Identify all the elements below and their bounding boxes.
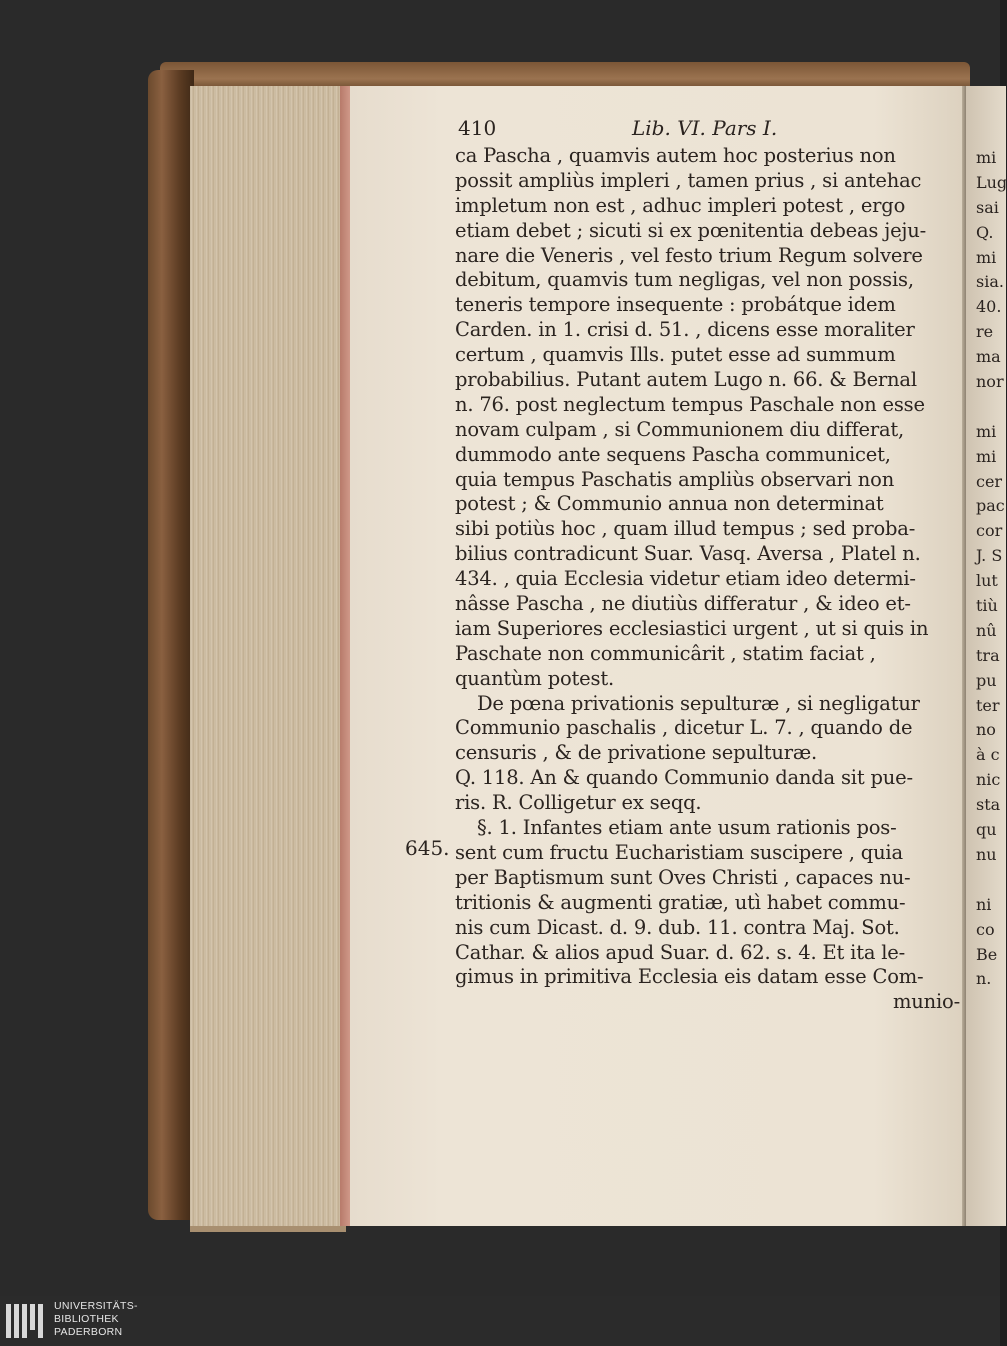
text-line: novam culpam , si Communionem diu differat,: [455, 417, 905, 441]
right-text-fragment: sia.: [976, 272, 1004, 292]
right-text-fragment: ma: [976, 347, 1001, 367]
text-line: bilius contradicunt Suar. Vasq. Aversa , Platel n.: [455, 542, 921, 566]
right-text-fragment: nu: [976, 844, 997, 864]
right-text-fragment: à c: [976, 745, 1000, 765]
right-text-fragment: lut: [976, 571, 998, 591]
right-text-fragment: [976, 868, 1006, 893]
right-text-fragment: nor: [976, 372, 1004, 392]
text-line: iam Superiores ecclesiastici urgent , ut si quis in: [455, 616, 929, 640]
right-text-fragment: mi: [976, 148, 997, 167]
margin-number: 645.: [405, 836, 450, 860]
library-name-line: UNIVERSITÄTS-: [54, 1300, 138, 1312]
text-line: impletum non est , adhuc impleri potest , ergo: [455, 193, 906, 217]
library-name-line: PADERBORN: [54, 1326, 123, 1338]
right-text-fragment: Lug: [976, 172, 1007, 192]
right-text-fragment: Q.: [976, 222, 994, 242]
page-number: 410: [458, 116, 497, 140]
text-line: ris. R. Colligetur ex seqq.: [455, 791, 702, 815]
text-line: per Baptismum sunt Oves Christi , capaces nu-: [455, 865, 911, 889]
right-text-fragment: n.: [976, 969, 992, 989]
text-line: censuris , & de privatione sepulturæ.: [455, 741, 817, 765]
right-text-fragment: 40.: [976, 297, 1002, 317]
text-line: Communio paschalis , dicetur L. 7. , quando de: [455, 716, 913, 740]
right-text-fragment: qu: [976, 820, 997, 840]
right-text-fragment: cor: [976, 521, 1003, 541]
right-text-fragment: pac: [976, 496, 1005, 516]
book-spine: [148, 70, 194, 1220]
right-text-fragment: mi: [976, 421, 997, 441]
page-block-edges: [190, 86, 346, 1232]
right-text-fragment: [976, 395, 1006, 420]
right-text-fragment: Be: [976, 944, 998, 964]
text-line: munio-: [893, 990, 960, 1014]
text-line: Cathar. & alios apud Suar. d. 62. s. 4. Et ita le-: [455, 940, 906, 964]
text-line: Q. 118. An & quando Communio danda sit pue-: [455, 766, 913, 790]
right-text-fragment: mi: [976, 446, 997, 466]
text-line: nâsse Pascha , ne diutiùs differatur , & ideo et-: [455, 592, 911, 616]
text-line: certum , quamvis Ills. putet esse ad summum: [455, 343, 896, 367]
page-text: [455, 144, 960, 1015]
text-line: etiam debet ; sicuti si ex pœnitentia debeas jeju-: [455, 218, 926, 242]
text-line: sibi potiùs hoc , quam illud tempus ; sed proba-: [455, 517, 916, 541]
text-line: gimus in primitiva Ecclesia eis datam esse Com-: [455, 965, 924, 989]
text-line: tritionis & augmenti gratiæ, utì habet commu-: [455, 890, 906, 914]
text-line: nis cum Dicast. d. 9. dub. 11. contra Maj. Sot.: [455, 915, 900, 939]
right-text-fragment: tiù: [976, 596, 998, 616]
text-line: quantùm potest.: [455, 666, 614, 690]
text-line: dummodo ante sequens Pascha communicet,: [455, 442, 891, 466]
text-line: quia tempus Paschatis ampliùs observari non: [455, 467, 895, 491]
right-text-fragment: J. S: [976, 546, 1003, 566]
right-text-fragment: nic: [976, 770, 1001, 790]
text-line: Carden. in 1. crisi d. 51. , dicens esse moraliter: [455, 318, 915, 342]
text-line: debitum, quamvis tum negligas, vel non possis,: [455, 268, 914, 292]
right-text-fragment: tra: [976, 645, 1000, 665]
text-line: nare die Veneris , vel festo trium Regum solvere: [455, 243, 923, 267]
text-line: possit ampliùs impleri , tamen prius , si antehac: [455, 168, 922, 192]
right-text-fragment: ter: [976, 695, 1000, 715]
library-logo-icon: [6, 1304, 46, 1338]
text-line: ca Pascha , quamvis autem hoc posterius non: [455, 144, 896, 167]
running-title: Lib. VI. Pars I.: [632, 116, 778, 140]
text-line: De pœna privationis sepulturæ , si negligatur: [477, 691, 920, 715]
text-line: teneris tempore insequente : probátque idem: [455, 293, 896, 317]
text-line: n. 76. post neglectum tempus Paschale non esse: [455, 392, 925, 416]
right-text-fragment: co: [976, 919, 995, 939]
text-line: Paschate non communicârit , statim faciat ,: [455, 641, 876, 665]
text-line: §. 1. Infantes etiam ante usum rationis pos-: [477, 816, 897, 840]
library-name-line: BIBLIOTHEK: [54, 1313, 119, 1325]
text-line: 434. , quia Ecclesia videtur etiam ideo determi-: [455, 567, 916, 591]
right-text-fragment: nû: [976, 620, 997, 640]
text-line: sent cum fructu Eucharistiam suscipere , quia: [455, 840, 903, 864]
right-text-fragment: sai: [976, 197, 999, 217]
right-text-fragment: cer: [976, 471, 1003, 491]
right-page-text-fragments: [976, 146, 1006, 992]
right-text-fragment: sta: [976, 795, 1001, 815]
right-text-fragment: ni: [976, 894, 992, 914]
right-text-fragment: no: [976, 720, 996, 740]
right-text-fragment: re: [976, 322, 994, 342]
right-text-fragment: mi: [976, 247, 997, 267]
text-line: potest ; & Communio annua non determinat: [455, 492, 884, 516]
library-name: [54, 1300, 184, 1339]
right-text-fragment: pu: [976, 670, 997, 690]
library-footer: [0, 1296, 1000, 1346]
running-head: [458, 116, 788, 142]
text-line: probabilius. Putant autem Lugo n. 66. & Bernal: [455, 368, 917, 392]
